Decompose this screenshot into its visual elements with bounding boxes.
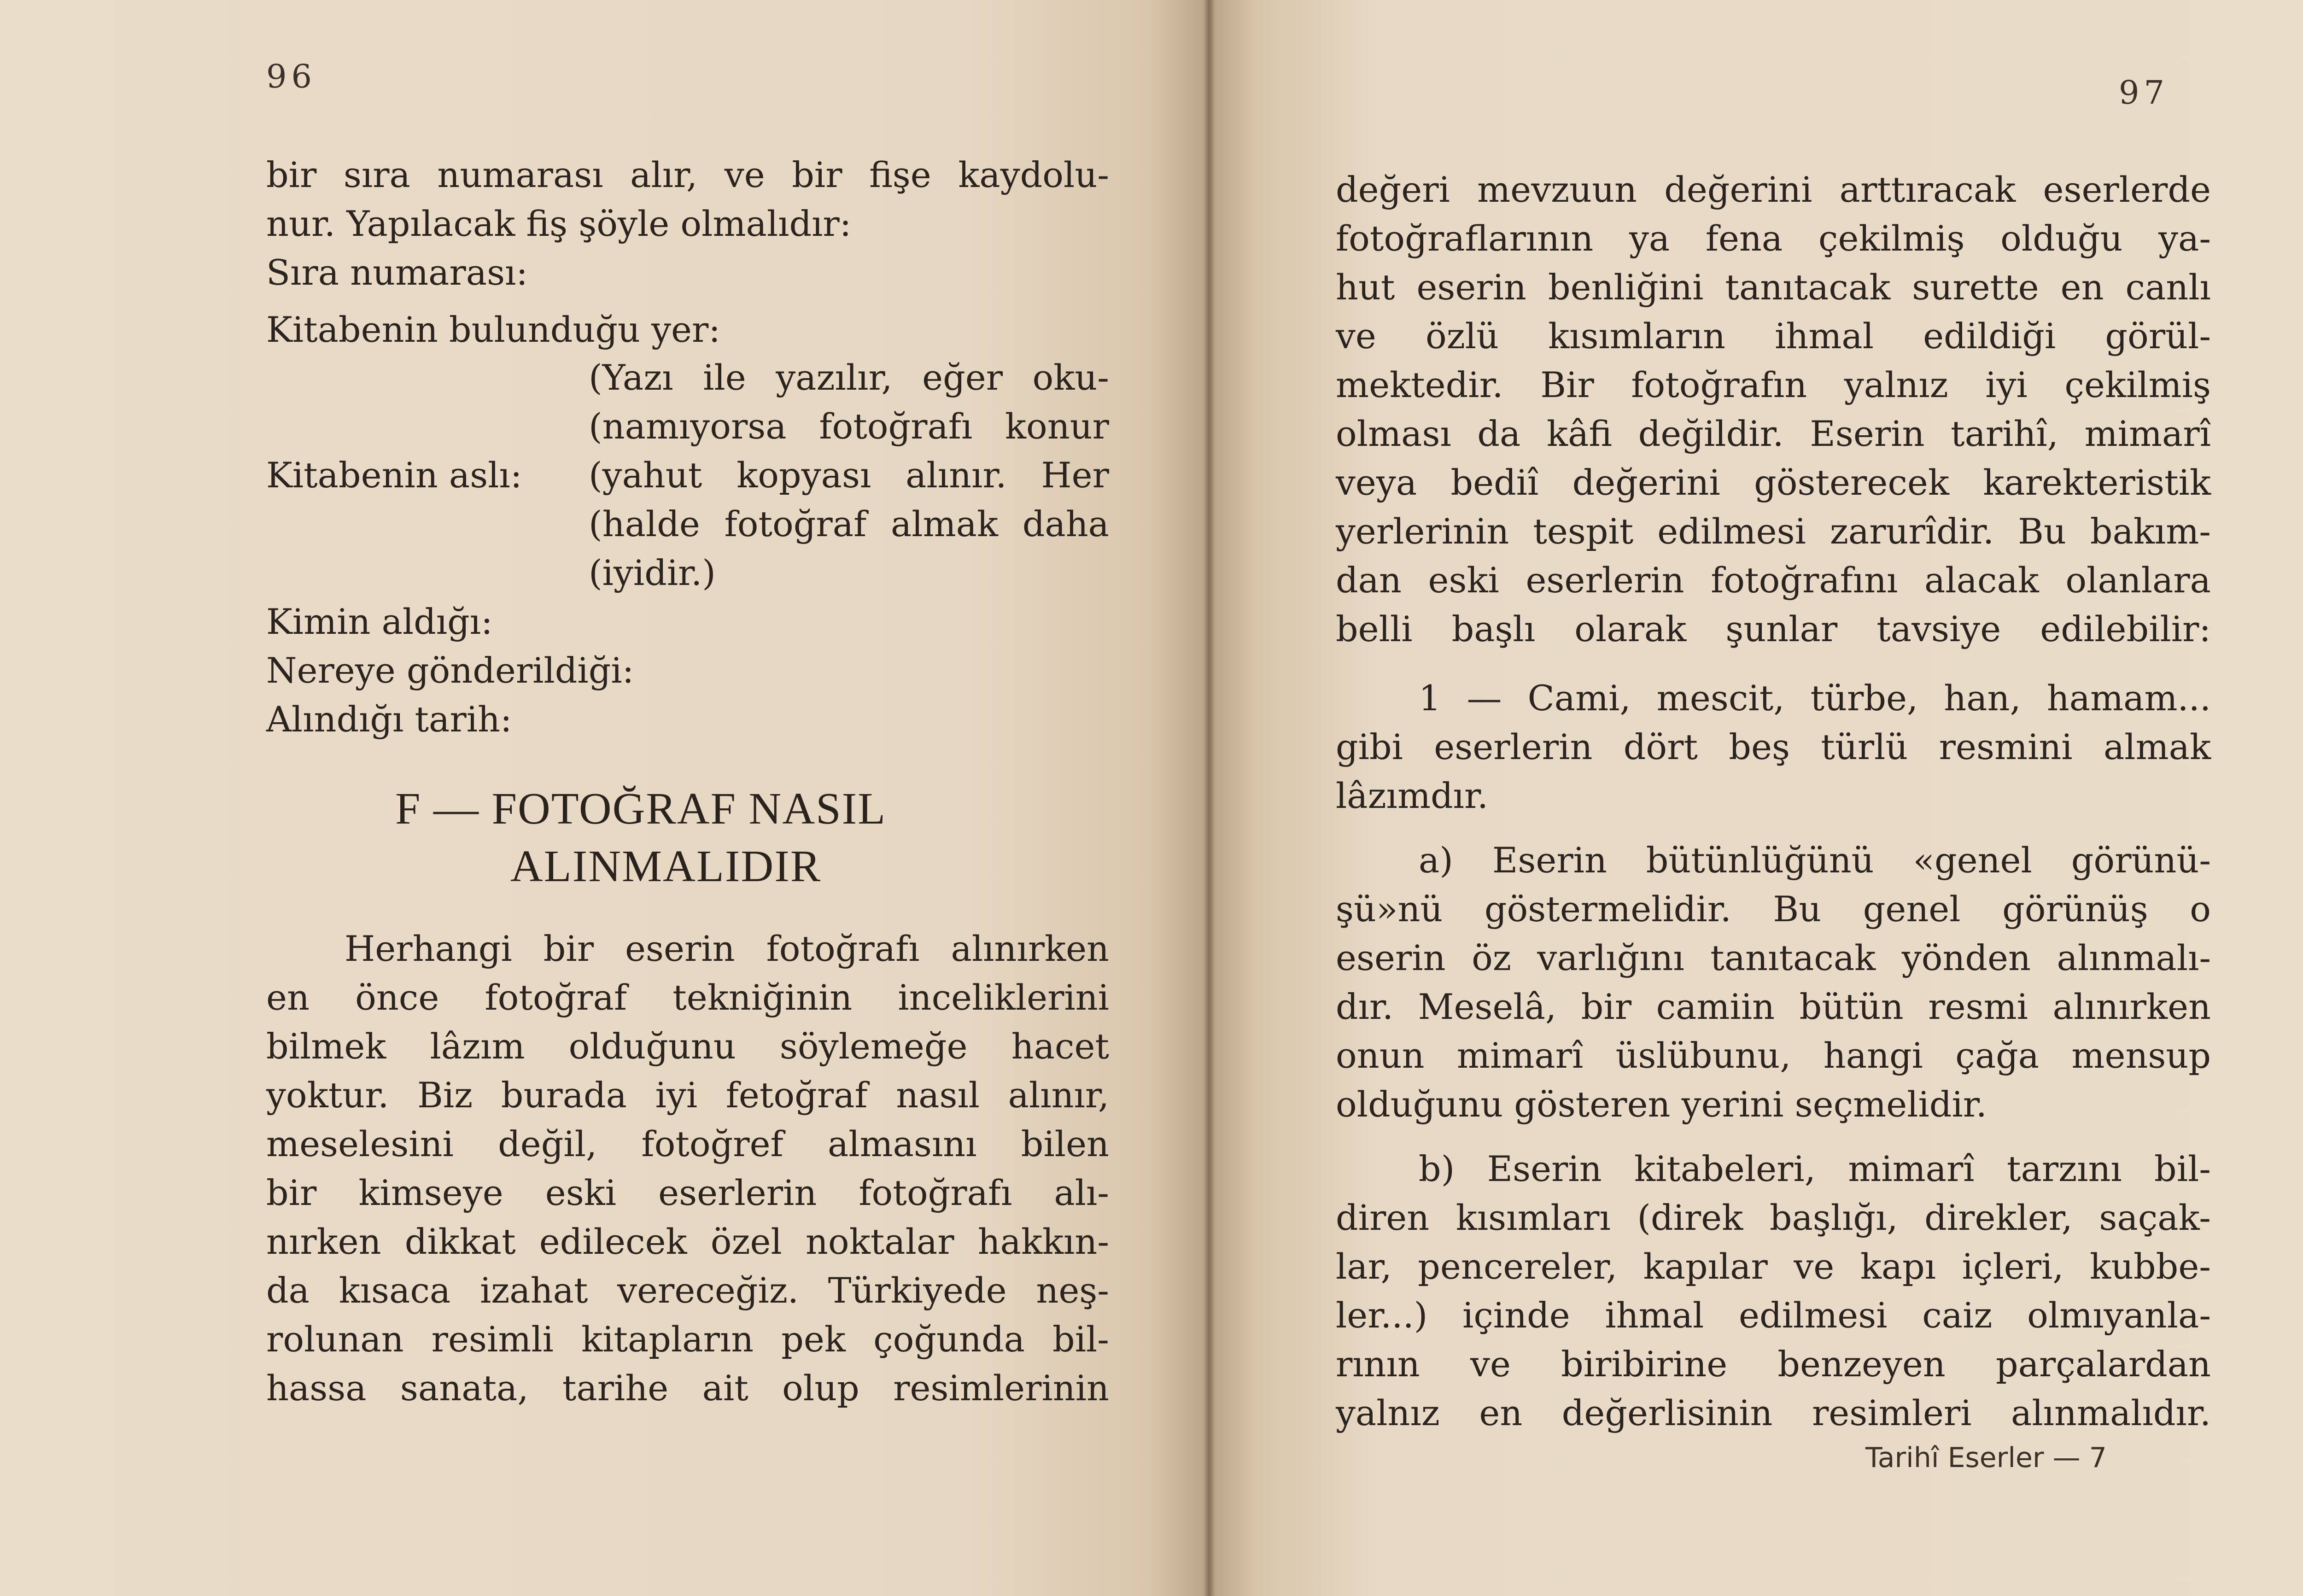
text-line: yalnız en değerlisinin resimleri alınmalıdır. [1336, 1392, 2211, 1433]
book-gutter [1203, 0, 1215, 1596]
text-line: mektedir. Bir fotoğrafın yalnız iyi çekilmiş [1336, 364, 2211, 405]
text-line: (yahut kopyası alınır. Her [589, 455, 1109, 496]
text-line: veya bediî değerini gösterecek karekteristik [1336, 462, 2211, 503]
text-line: hut eserin benliğini tanıtacak surette en canlı [1336, 267, 2211, 308]
text-line: diren kısımları (direk başlığı, direkler, saçak- [1336, 1197, 2211, 1238]
text-line: Herhangi bir eserin fotoğrafı alınırken [345, 928, 1109, 969]
text-line: yerlerinin tespit edilmesi zarurîdir. Bu bakım- [1336, 511, 2211, 552]
text-line: şü»nü göstermelidir. Bu genel görünüş o [1336, 889, 2211, 930]
text-line: Sıra numarası: [266, 252, 528, 293]
text-line: dır. Meselâ, bir camiin bütün resmi alınırken [1336, 986, 2211, 1027]
text-line: (iyidir.) [589, 552, 716, 593]
section-heading: F — FOTOĞRAF NASIL [395, 784, 887, 834]
text-line: ler...) içinde ihmal edilmesi caiz olmıyanla- [1336, 1295, 2211, 1336]
text-line: bir sıra numarası alır, ve bir fişe kaydolu- [266, 154, 1109, 195]
text-line: bir kimseye eski eserlerin fotoğrafı alı- [266, 1172, 1109, 1213]
text-line: lâzımdır. [1336, 775, 1489, 816]
text-line: nur. Yapılacak fiş şöyle olmalıdır: [266, 203, 852, 244]
section-heading: ALINMALIDIR [510, 842, 822, 891]
text-line: en önce fotoğraf tekniğinin inceliklerini [266, 977, 1109, 1018]
field-label: Alındığı tarih: [266, 699, 512, 740]
text-line: değeri mevzuun değerini arttıracak eserlerde [1336, 169, 2211, 210]
page-number: 96 [266, 58, 317, 95]
text-line: gibi eserlerin dört beş türlü resmini almak [1336, 726, 2211, 767]
text-line: rolunan resimli kitapların pek çoğunda bil- [266, 1319, 1109, 1360]
text-line: olması da kâfi değildir. Eserin tarihî, mimarî [1336, 413, 2211, 454]
text-line: (halde fotoğraf almak daha [589, 503, 1109, 544]
text-line: nırken dikkat edilecek özel noktalar hakkın- [266, 1221, 1109, 1262]
text-line: ve özlü kısımların ihmal edildiği görül- [1336, 316, 2211, 357]
text-line: lar, pencereler, kapılar ve kapı içleri, kubbe- [1336, 1246, 2211, 1287]
text-line: yoktur. Biz burada iyi fetoğraf nasıl alınır, [266, 1075, 1109, 1116]
text-line: fotoğraflarının ya fena çekilmiş olduğu ya- [1336, 218, 2211, 259]
text-line: b) Eserin kitabeleri, mimarî tarzını bil- [1419, 1148, 2211, 1189]
text-line: (Yazı ile yazılır, eğer oku- [589, 357, 1109, 398]
text-line: rının ve biribirine benzeyen parçalardan [1336, 1344, 2211, 1385]
field-label: Kimin aldığı: [266, 601, 493, 642]
text-line: belli başlı olarak şunlar tavsiye edilebilir: [1336, 608, 2211, 649]
text-line: meselesini değil, fotoğref almasını bilen [266, 1123, 1109, 1164]
field-label: Nereye gönderildiği: [266, 650, 634, 691]
right-page [1209, 0, 2303, 1596]
text-line: 1 — Cami, mescit, türbe, han, hamam... [1419, 678, 2211, 719]
text-line: (namıyorsa fotoğrafı konur [589, 406, 1109, 447]
text-line: hassa sanata, tarihe ait olup resimlerinin [266, 1368, 1109, 1409]
text-line: da kısaca izahat vereceğiz. Türkiyede neş- [266, 1270, 1109, 1311]
text-line: onun mimarî üslübunu, hangi çağa mensup [1336, 1035, 2211, 1076]
text-line: olduğunu gösteren yerini seçmelidir. [1336, 1084, 1987, 1125]
page-number: 97 [2119, 74, 2169, 111]
text-line: bilmek lâzım olduğunu söylemeğe hacet [266, 1026, 1109, 1067]
text-line: dan eski eserlerin fotoğrafını alacak olanlara [1336, 560, 2211, 601]
signature-footer: Tarihî Eserler — 7 [1865, 1442, 2107, 1474]
text-line: Kitabenin bulunduğu yer: [266, 309, 720, 350]
text-line: a) Eserin bütünlüğünü «genel görünü- [1419, 840, 2211, 881]
field-label: Kitabenin aslı: [266, 455, 522, 496]
text-line: eserin öz varlığını tanıtacak yönden alınmalı- [1336, 937, 2211, 978]
